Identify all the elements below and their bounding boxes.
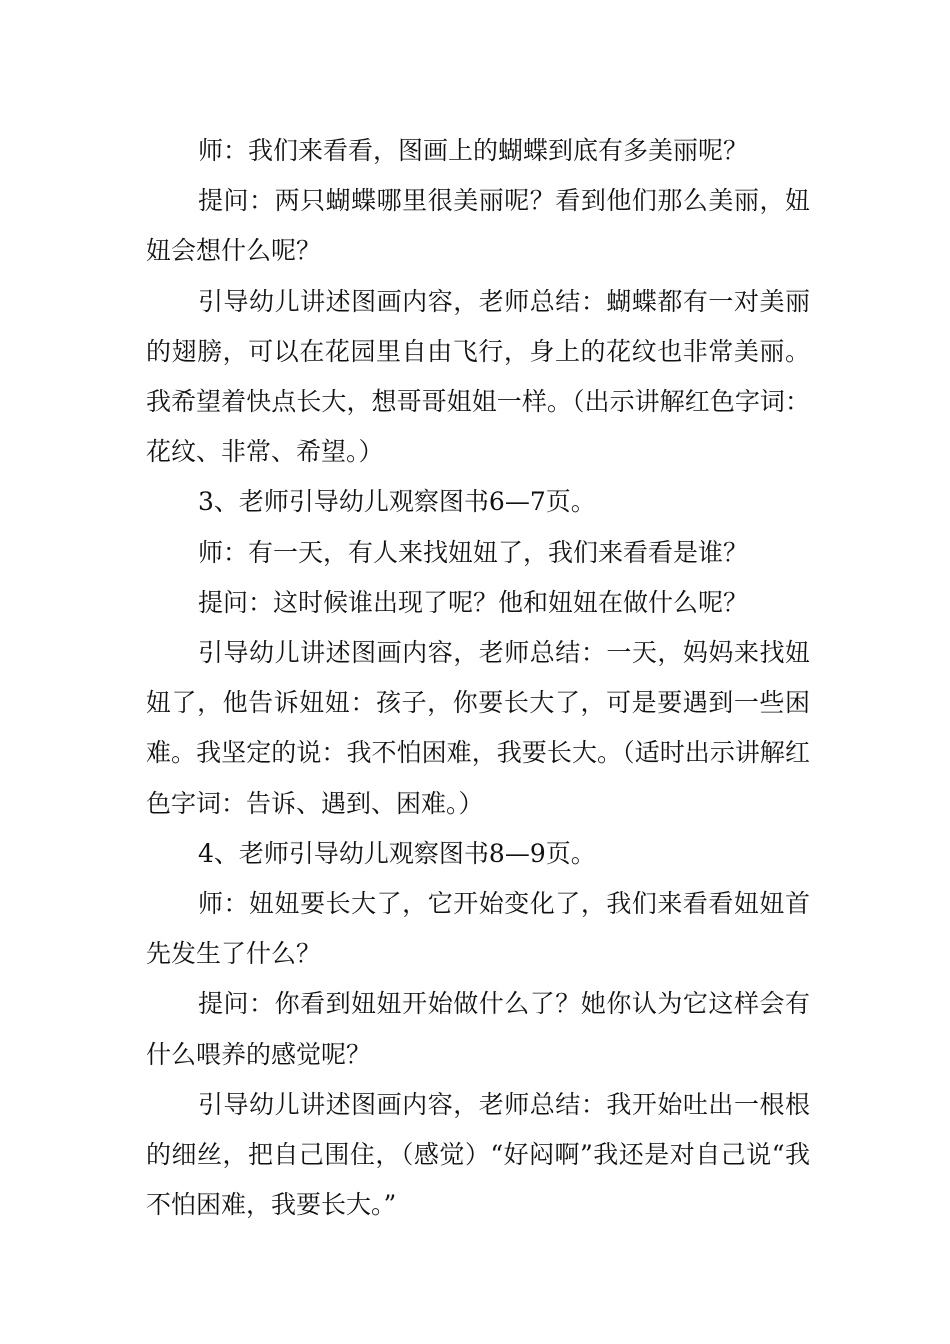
document-body <box>146 126 810 1230</box>
paragraph: 提问：这时候谁出现了呢？他和妞妞在做什么呢？ <box>198 587 749 617</box>
paragraph: 师：有一天，有人来找妞妞了，我们来看看是谁？ <box>198 537 749 567</box>
paragraph: 引导幼儿讲述图画内容，老师总结：一天，妈妈来找妞妞了，他告诉妞妞：孩子，你要长大了，可是要遇到一些困难。我坚定的说：我不怕困难，我要长大。（适时出示讲解红色字词：告诉、遇到、困难。） <box>146 638 810 818</box>
paragraph: 4、老师引导幼儿观察图书8—9页。 <box>198 838 596 868</box>
paragraph: 3、老师引导幼儿观察图书6—7页。 <box>198 487 596 517</box>
paragraph: 师：妞妞要长大了，它开始变化了，我们来看看妞妞首先发生了什么？ <box>146 889 810 969</box>
paragraph: 师：我们来看看，图画上的蝴蝶到底有多美丽呢？ <box>198 136 749 165</box>
paragraph: 提问：你看到妞妞开始做什么了？她你认为它这样会有什么喂养的感觉呢？ <box>146 989 810 1069</box>
paragraph: 引导幼儿讲述图画内容，老师总结：我开始吐出一根根的细丝，把自己围住，（感觉）“好闷啊”我还是对自己说“我不怕困难，我要长大。” <box>146 1089 810 1220</box>
paragraph: 引导幼儿讲述图画内容，老师总结：蝴蝶都有一对美丽的翅膀，可以在花园里自由飞行，身上的花纹也非常美丽。我希望着快点长大，想哥哥姐姐一样。（出示讲解红色字词：花纹、非常、希望。） <box>146 286 810 467</box>
paragraph: 提问：两只蝴蝶哪里很美丽呢？看到他们那么美丽，妞妞会想什么呢？ <box>146 186 810 266</box>
